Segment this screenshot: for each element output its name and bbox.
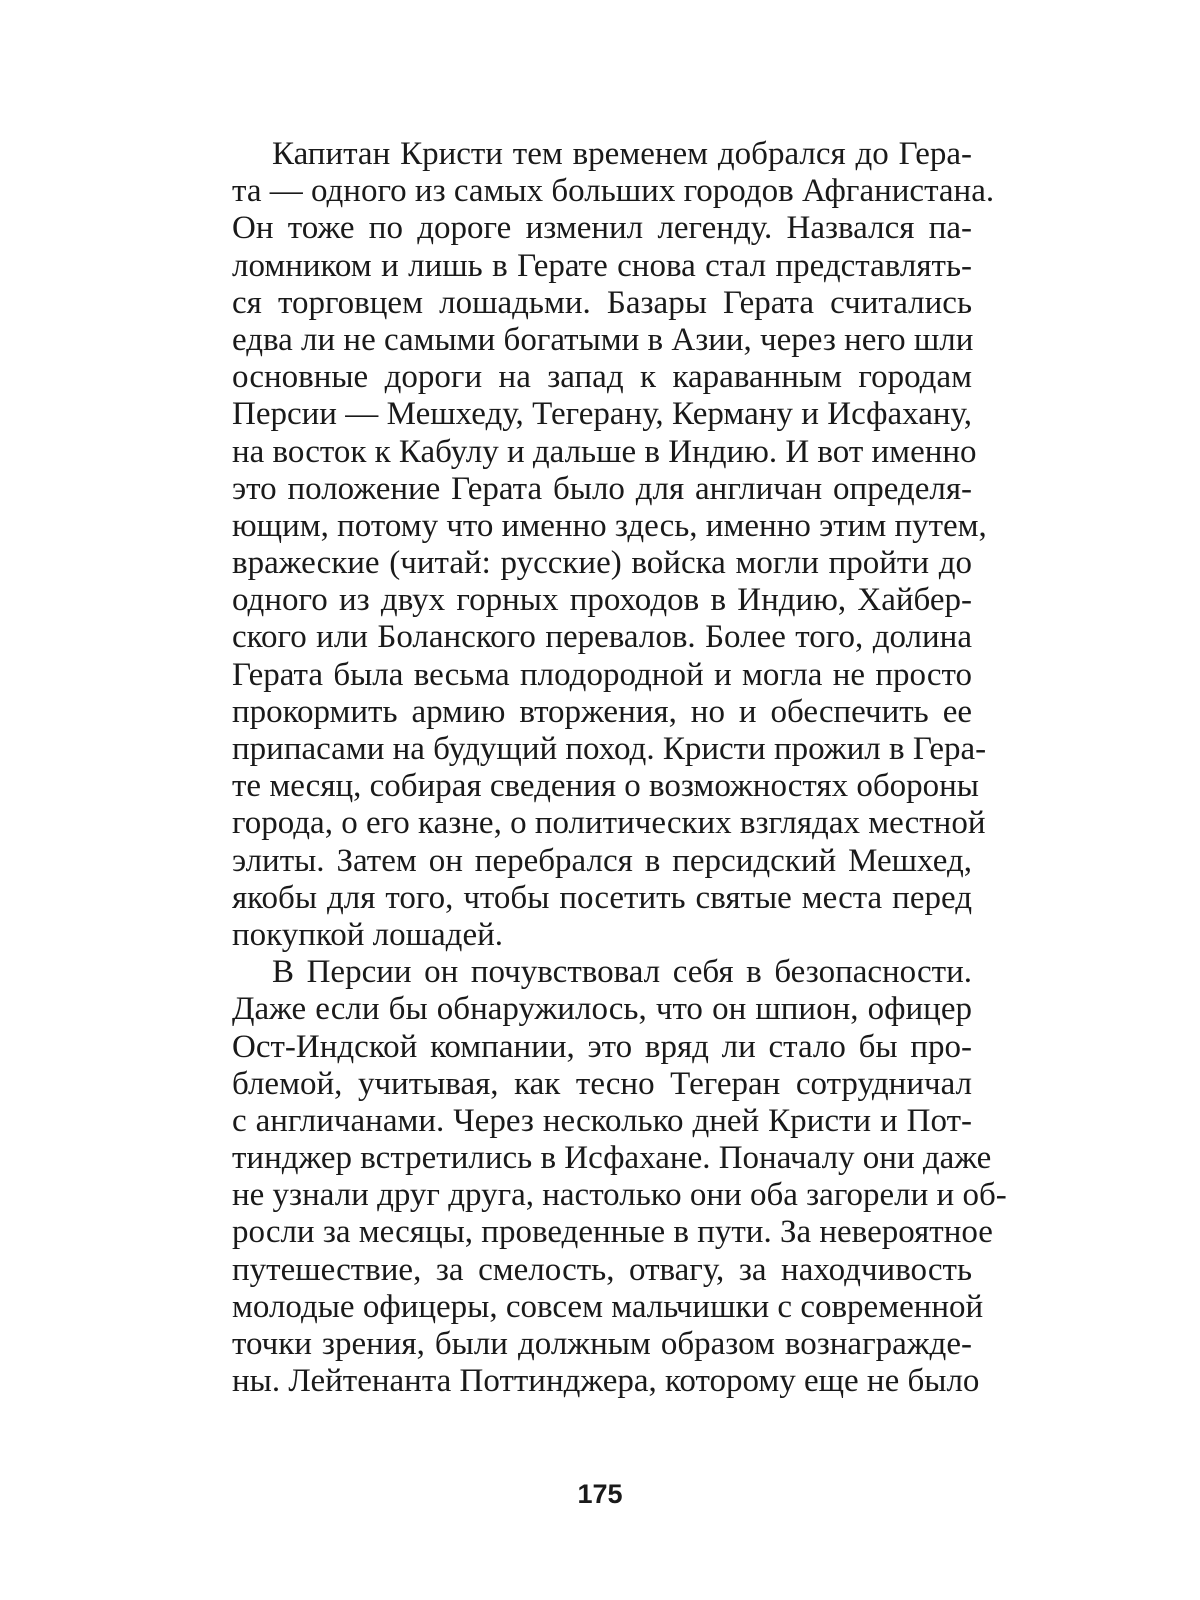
paragraph — [232, 954, 1007, 1400]
text-line: Он тоже по дороге изменил легенду. Назвался па- — [232, 210, 972, 247]
text-line: те месяц, собирая сведения о возможностях обороны — [232, 768, 979, 805]
text-line: та — одного из самых больших городов Афганистана. — [232, 173, 995, 210]
text-line: Даже если бы обнаружилось, что он шпион, офицер — [232, 991, 972, 1028]
text-line: Герата была весьма плодородной и могла не просто — [232, 656, 972, 693]
text-line: вражеские (читай: русские) войска могли пройти до — [232, 545, 972, 582]
text-line: элиты. Затем он перебрался в персидский Мешхед, — [232, 842, 972, 879]
text-line: ны. Лейтенанта Поттинджера, которому еще не было — [232, 1363, 980, 1400]
text-line: прокормить армию вторжения, но и обеспечить ее — [232, 693, 972, 730]
text-line: ющим, потому что именно здесь, именно этим путем, — [232, 507, 987, 544]
text-line: не узнали друг друга, настолько они оба загорели и об- — [232, 1177, 1007, 1214]
text-line: основные дороги на запад к караванным городам — [232, 359, 972, 396]
text-line: ся торговцем лошадьми. Базары Герата считались — [232, 284, 972, 321]
text-line: города, о его казне, о политических взглядах местной — [232, 805, 986, 842]
text-line: Капитан Кристи тем временем добрался до Гера- — [272, 136, 972, 172]
paragraph — [232, 136, 995, 954]
text-line: тинджер встретились в Исфахане. Поначалу они даже — [232, 1140, 992, 1177]
text-line: с англичанами. Через несколько дней Кристи и Пот- — [232, 1102, 972, 1139]
text-line: припасами на будущий поход. Кристи прожил в Гера- — [232, 731, 987, 767]
text-line: Персии — Мешхеду, Тегерану, Керману и Исфахану, — [232, 396, 972, 433]
body-text — [232, 136, 1007, 1400]
text-line: ломником и лишь в Герате снова стал представлять- — [232, 247, 972, 284]
text-line: якобы для того, чтобы посетить святые места перед — [232, 879, 972, 916]
text-line: на восток к Кабулу и дальше в Индию. И вот именно — [232, 433, 977, 470]
text-line: одного из двух горных проходов в Индию, Хайбер- — [232, 582, 972, 619]
text-line: путешествие, за смелость, отвагу, за находчивость — [232, 1251, 972, 1288]
text-line: Ост-Индской компании, это вряд ли стало бы про- — [232, 1028, 972, 1065]
text-line: едва ли не самыми богатыми в Азии, через него шли — [232, 321, 974, 358]
page-number: 175 — [577, 1479, 623, 1509]
text-line: точки зрения, были должным образом вознагражде- — [232, 1326, 972, 1362]
text-line: это положение Герата было для англичан определя- — [232, 470, 972, 507]
text-line: блемой, учитывая, как тесно Тегеран сотрудничал — [232, 1065, 972, 1102]
text-line: покупкой лошадей. — [232, 916, 504, 953]
text-line: росли за месяцы, проведенные в пути. За невероятное — [232, 1214, 993, 1251]
text-line: ского или Боланского перевалов. Более того, долина — [232, 619, 972, 656]
text-line: В Персии он почувствовал себя в безопасности. — [272, 954, 972, 991]
text-line: молодые офицеры, совсем мальчишки с современной — [232, 1288, 984, 1325]
